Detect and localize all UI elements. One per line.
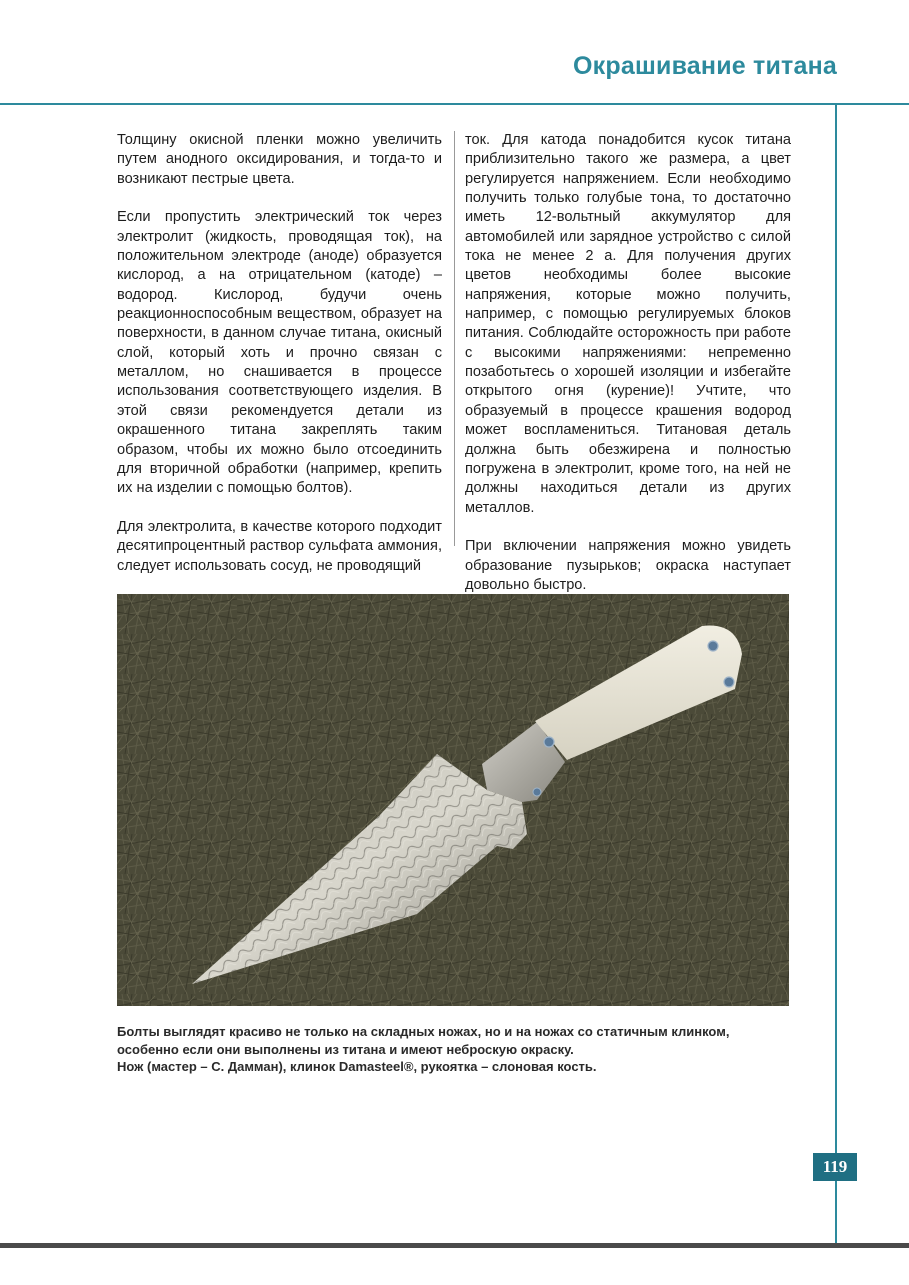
paragraph: Если пропустить электрический ток через электролит (жидкость, проводящая ток), на положительном электроде (аноде) образуется кислород, а на отрицательном (катоде) – водород. Кислород, будучи очень реакционноспособным веществом, образует на поверхности, в данном случае титана, окисный слой, который хоть и прочно связан с металлом, но снашивается в процессе использования соответствующего изделия. В этой связи рекомендуется детали из окрашенного титана закреплять таким образом, чтобы их можно было отсоединить для вторичной обработки (например, крепить их на изделии с помощью болтов). bbox=[117, 209, 442, 497]
side-rule bbox=[835, 103, 837, 1245]
paragraph: ток. Для катода понадобится кусок титана приблизительно такого же размера, а цвет регулируется напряжением. Если необходимо получить только голубые тона, то достаточно иметь 12-вольтный аккумулятор для автомобилей или зарядное устройство с силой тока не менее 2 а. Для получения других цветов необходимы более высокие напряжения, которые можно получить, например, с помощью регулируемых блоков питания. Соблюдайте осторожность при работе с высокими напряжениями: непременно позаботьтесь о хорошей изоляции и избегайте открытого огня (курение)! Учтите, что образуемый в процессе крашения водород может воспламениться. Титановая деталь должна быть обезжирена и полностью погружена в электролит, кроме того, на ней не должны находиться детали из других металлов. bbox=[465, 132, 791, 516]
bolster-pin bbox=[533, 788, 541, 796]
paragraph: При включении напряжения можно увидеть образование пузырьков; окраска наступает довольно быстро. bbox=[465, 538, 791, 593]
caption-line: Болты выглядят красиво не только на складных ножах, но и на ножах со статичным клинком, bbox=[117, 1024, 730, 1039]
caption-line: Нож (мастер – С. Дамман), клинок Damasteel®, рукоятка – слоновая кость. bbox=[117, 1059, 597, 1074]
header-rule bbox=[0, 103, 909, 105]
right-text-column bbox=[465, 131, 791, 615]
paragraph: Для электролита, в качестве которого подходит десятипроцентный раствор сульфата аммония, следует использовать сосуд, не проводящий bbox=[117, 518, 442, 574]
handle-pin bbox=[724, 677, 734, 687]
figure-caption bbox=[117, 1023, 797, 1076]
caption-line: особенно если они выполнены из титана и имеют неброскую окраску. bbox=[117, 1041, 574, 1057]
handle-pin bbox=[544, 737, 554, 747]
handle-pin bbox=[708, 641, 718, 651]
page-number: 119 bbox=[813, 1153, 857, 1181]
column-divider bbox=[454, 131, 455, 546]
page-title: Окрашивание титана bbox=[573, 52, 837, 80]
bottom-rule bbox=[0, 1243, 909, 1248]
knife-photo bbox=[117, 594, 789, 1006]
left-text-column bbox=[117, 131, 442, 595]
paragraph: Толщину окисной пленки можно увеличить путем анодного оксидирования, и тогда-то и возникают пестрые цвета. bbox=[117, 132, 442, 187]
